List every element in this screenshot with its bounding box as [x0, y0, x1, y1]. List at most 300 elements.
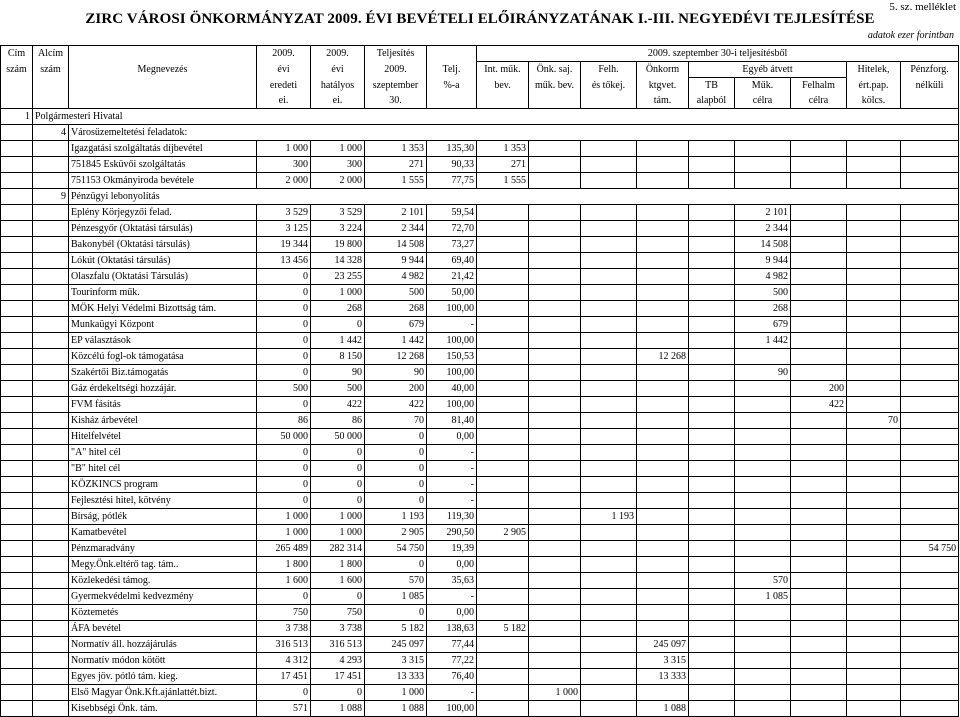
cell-value: [637, 605, 689, 621]
cell-value: [901, 381, 959, 397]
cell-value: [735, 621, 791, 637]
cell-value: [477, 349, 529, 365]
cell-value: 1 000: [311, 141, 365, 157]
cell-value: [689, 349, 735, 365]
cell-value: 0: [311, 685, 365, 701]
cell-value: [477, 573, 529, 589]
cell-value: [847, 365, 901, 381]
table-row: [1, 317, 959, 333]
table-row: [1, 701, 959, 717]
cell-value: [637, 253, 689, 269]
cell-value: [689, 429, 735, 445]
cell-value: [689, 653, 735, 669]
cell-value: [529, 477, 581, 493]
cell-value: [847, 205, 901, 221]
hatalyos-header: 2009.: [311, 46, 365, 62]
cell-value: [581, 445, 637, 461]
cell-value: 750: [311, 605, 365, 621]
cell-value: 1 000: [257, 525, 311, 541]
cell-value: 1 000: [311, 509, 365, 525]
table-row: [1, 269, 959, 285]
table-row: [1, 493, 959, 509]
table-row: [1, 541, 959, 557]
cell-value: [529, 205, 581, 221]
section-polgarmesteri: Polgármesteri Hivatal: [33, 109, 959, 125]
cell-value: 4 982: [365, 269, 427, 285]
cell-value: [847, 541, 901, 557]
cell-value: [847, 253, 901, 269]
cell-value: [847, 525, 901, 541]
cell-value: 100,00: [427, 333, 477, 349]
cell-value: [529, 365, 581, 381]
cell-value: [637, 333, 689, 349]
cell-value: 271: [477, 157, 529, 173]
cell-value: 282 314: [311, 541, 365, 557]
cell-value: [529, 493, 581, 509]
cell-value: [581, 221, 637, 237]
cell-value: [581, 141, 637, 157]
egyeb-header: Egyéb átvett: [689, 62, 847, 78]
cell-value: [901, 173, 959, 189]
cell-value: [735, 493, 791, 509]
cell-value: [689, 381, 735, 397]
cell-value: [791, 525, 847, 541]
cell-value: 100,00: [427, 365, 477, 381]
cell-value: [477, 461, 529, 477]
table-row: [1, 333, 959, 349]
cell-value: 2 905: [365, 525, 427, 541]
cell-value: [477, 685, 529, 701]
cell-value: 0: [257, 477, 311, 493]
cell-value: 135,30: [427, 141, 477, 157]
cell-value: [689, 205, 735, 221]
cim-header: Cím: [1, 46, 33, 62]
cell-value: [791, 589, 847, 605]
table-row: [1, 381, 959, 397]
row-name: Kisebbségi Önk. tám.: [69, 701, 257, 717]
cell-value: 271: [365, 157, 427, 173]
cell-value: 150,53: [427, 349, 477, 365]
cell-value: 100,00: [427, 397, 477, 413]
cell-value: [529, 237, 581, 253]
cell-value: [477, 317, 529, 333]
cell-value: 17 451: [257, 669, 311, 685]
cell-value: [477, 669, 529, 685]
cell-value: [689, 509, 735, 525]
cell-value: [689, 541, 735, 557]
cell-value: 0: [311, 477, 365, 493]
row-name: 751845 Esküvői szolgáltatás: [69, 157, 257, 173]
cell-value: [791, 477, 847, 493]
cell-value: 2 000: [257, 173, 311, 189]
cell-value: [901, 653, 959, 669]
section-varosuzem: Városüzemeltetési feladatok:: [69, 125, 959, 141]
cell-value: [477, 221, 529, 237]
cell-value: 265 489: [257, 541, 311, 557]
cell-value: 2 000: [311, 173, 365, 189]
cell-value: [529, 605, 581, 621]
cell-value: 14 328: [311, 253, 365, 269]
cell-value: 50,00: [427, 285, 477, 301]
cell-value: [529, 445, 581, 461]
cell-value: 0,00: [427, 429, 477, 445]
cell-value: [529, 285, 581, 301]
row-name: Igazgatási szolgáltatás díjbevétel: [69, 141, 257, 157]
cell-value: 50 000: [257, 429, 311, 445]
cell-value: [637, 285, 689, 301]
cell-value: 100,00: [427, 701, 477, 717]
cell-value: [637, 413, 689, 429]
cell-value: [581, 605, 637, 621]
cell-value: [689, 269, 735, 285]
cell-value: [791, 269, 847, 285]
row-name: Normatív módon kötött: [69, 653, 257, 669]
cell-value: [791, 541, 847, 557]
cell-value: [477, 301, 529, 317]
cell-value: [901, 253, 959, 269]
cell-value: [689, 701, 735, 717]
cell-value: [581, 157, 637, 173]
cell-value: [477, 365, 529, 381]
cell-value: 90: [365, 365, 427, 381]
cell-value: [477, 429, 529, 445]
cell-value: [847, 509, 901, 525]
cell-value: [791, 605, 847, 621]
cell-value: [637, 365, 689, 381]
cell-value: 23 255: [311, 269, 365, 285]
cell-value: [689, 605, 735, 621]
cell-value: 0: [311, 589, 365, 605]
cell-value: 0: [365, 461, 427, 477]
cell-value: [847, 653, 901, 669]
alcim-number: 4: [33, 125, 69, 141]
cell-value: [791, 461, 847, 477]
cell-value: 9 944: [735, 253, 791, 269]
cell-value: -: [427, 445, 477, 461]
cell-value: [901, 301, 959, 317]
cell-value: 9 944: [365, 253, 427, 269]
table-row: [1, 621, 959, 637]
cell-value: 1 000: [365, 685, 427, 701]
cell-value: [581, 669, 637, 685]
cell-value: 3 529: [311, 205, 365, 221]
cell-value: 422: [311, 397, 365, 413]
cell-value: [581, 317, 637, 333]
cell-value: [791, 205, 847, 221]
cell-value: [901, 333, 959, 349]
table-row: [1, 573, 959, 589]
cell-value: [529, 333, 581, 349]
cell-value: 679: [735, 317, 791, 333]
cell-value: [689, 685, 735, 701]
cell-value: [791, 221, 847, 237]
teljesites-header: Teljesítés: [365, 46, 427, 62]
cell-value: [901, 205, 959, 221]
cell-value: 4 293: [311, 653, 365, 669]
cell-value: [791, 573, 847, 589]
cell-value: [735, 397, 791, 413]
cell-value: [735, 701, 791, 717]
cell-value: [847, 685, 901, 701]
cell-value: 0,00: [427, 605, 477, 621]
cell-value: [529, 301, 581, 317]
table-row: [1, 349, 959, 365]
budget-table: Cím Alcím 2009. 2009. Teljesítés 2009. szeptember 30-i teljesítésből szám szám Megnevezés évi évi 2009. Telj. Int. műk. Önk. saj. Felh. Önkorm Egyéb átvett Hitelek, Pénzforg. eredeti hatályos szeptember %-a bev. műk. bev. és tőkej. ktgvet. TB Műk. Felhalm ért.pap. nélküli ei. ei. 30. tám. alapból célra célra kölcs. 1 Polgármesteri Hivatal 4 Városüzemeltetési feladatok: Igazgatási szolgáltatás díjbevétel 1 000 1 000 1 353 135,30 1 353 751845 Esküvői szolgáltatás 300 300 271 90,33 271 751153 Okmányiroda bevétele 2 000 2 000 1 555 77,75 1 555 9 Pénzügyi lebonyolítás Eplény Körjegyzői felad. 3 529 3 529 2 101 59,54 2 101 Pénzesgyőr (Oktatási társulás) 3 125 3 224 2 344 72,70 2 344 Bakonybél (Oktatási társulás) 19 344 19 800 14 508 73,27 14 508 Lókút (Oktatási társulás) 13 456 14 328 9 944 69,40 9 944 Olaszfalu (Oktatási Társulás) 0 23 255 4 982 21,42 4 982 Tourinform műk. 0 1 000 500 50,00 500 MÖK Helyi Védelmi Bizottság tám. 0 268 268 100,00 268 Munkaügyi Központ 0 0 679 - 679 EP választások 0 1 442 1 442 100,00 1 442 Közcélú fogl-ok támogatása 0 8 150 12 268 150,53 12 268 Szakértői Biz.támogatás 0 90 90 100,00 90 Gáz érdekeltségi hozzájár. 500 500 200 40,00 200 FVM fásítás 0 422 422 100,00 422 Kisház árbevétel 86 86 70 81,40 70 Hitelfelvétel 50 000 50 000 0 0,00 "A" hitel cél 0 0 0 - "B" hitel cél 0 0 0 - KÖZKINCS program 0 0 0 - Fejlesztési hitel, kötvény 0 0 0 - Bírság, pótlék 1 000 1 000 1 193 119,30 1 193 Kamatbevétel 1 000 1 000 2 905 290,50 2 905 Pénzmaradvány 265 489 282 314 54 750 19,39 54 750 Megy.Önk.eltérő tag. tám.. 1 800 1 800 0 0,00 Közlekedési támog. 1 600 1 600 570 35,63 570 Gyermekvédelmi kedvezmény 0 0 1 085 - 1 085 Köztemetés 750 750 0 0,00 ÁFA bevétel 3 738 3 738 5 182 138,63 5 182 Normatív áll. hozzájárulás 316 513 316 513 245 097 77,44 245 097 Normatív módon kötött 4 312 4 293 3 315 77,22 3 315 Egyes jöv. pótló tám. kieg. 17 451 17 451 13 333 76,40 13 333 Első Magyar Önk.Kft.ajánlattét.bizt. 0 0 1 000 - 1 000 Kisebbségi Önk. tám. 571 1 088 1 088 100,00 1 088: [0, 45, 959, 717]
cell-value: [689, 525, 735, 541]
currency-note: adatok ezer forintban: [867, 30, 954, 41]
row-name: Gáz érdekeltségi hozzájár.: [69, 381, 257, 397]
cell-value: [735, 413, 791, 429]
cell-value: [581, 237, 637, 253]
cell-value: [637, 573, 689, 589]
cell-value: [637, 397, 689, 413]
table-row: [1, 253, 959, 269]
cell-value: 1 085: [735, 589, 791, 605]
cell-value: [689, 317, 735, 333]
cell-value: [581, 365, 637, 381]
table-row: [1, 461, 959, 477]
cell-value: [637, 541, 689, 557]
table-row: [1, 301, 959, 317]
cell-value: [637, 429, 689, 445]
cell-value: [689, 477, 735, 493]
cell-value: 500: [365, 285, 427, 301]
cell-value: [637, 269, 689, 285]
cell-value: 3 529: [257, 205, 311, 221]
cell-value: [581, 541, 637, 557]
cell-value: [847, 285, 901, 301]
cell-value: 570: [735, 573, 791, 589]
cell-value: [735, 349, 791, 365]
cell-value: [529, 621, 581, 637]
cell-value: 1 088: [365, 701, 427, 717]
cell-value: 0: [257, 349, 311, 365]
cell-value: 1 085: [365, 589, 427, 605]
cell-value: [847, 637, 901, 653]
cell-value: [791, 685, 847, 701]
cell-value: [529, 173, 581, 189]
row-name: ÁFA bevétel: [69, 621, 257, 637]
cell-value: [689, 253, 735, 269]
cell-value: [477, 701, 529, 717]
table-row: [1, 221, 959, 237]
row-name: KÖZKINCS program: [69, 477, 257, 493]
cell-value: [477, 285, 529, 301]
cell-value: [735, 445, 791, 461]
cell-value: 70: [847, 413, 901, 429]
row-name: Hitelfelvétel: [69, 429, 257, 445]
cell-value: [477, 589, 529, 605]
table-row: [1, 685, 959, 701]
cell-value: 3 738: [311, 621, 365, 637]
cell-value: 138,63: [427, 621, 477, 637]
cell-value: [581, 205, 637, 221]
cell-value: [529, 701, 581, 717]
cell-value: [529, 637, 581, 653]
cell-value: 500: [735, 285, 791, 301]
cell-value: [847, 317, 901, 333]
cell-value: 54 750: [365, 541, 427, 557]
cell-value: 76,40: [427, 669, 477, 685]
cell-value: [847, 669, 901, 685]
cell-value: [637, 173, 689, 189]
cell-value: 77,22: [427, 653, 477, 669]
cell-value: [529, 429, 581, 445]
cell-value: -: [427, 461, 477, 477]
cell-value: [735, 525, 791, 541]
cell-value: [901, 317, 959, 333]
cell-value: [637, 237, 689, 253]
cell-value: [637, 621, 689, 637]
table-row: [1, 285, 959, 301]
cell-value: [791, 253, 847, 269]
cell-value: [689, 621, 735, 637]
cell-value: [791, 365, 847, 381]
cell-value: 500: [311, 381, 365, 397]
cell-value: [791, 237, 847, 253]
table-row: [1, 397, 959, 413]
cell-value: [791, 333, 847, 349]
cell-value: 13 333: [637, 669, 689, 685]
cell-value: 0: [257, 365, 311, 381]
cell-value: [477, 413, 529, 429]
cell-value: [847, 301, 901, 317]
cell-value: [735, 173, 791, 189]
cell-value: [901, 669, 959, 685]
cell-value: [529, 141, 581, 157]
cell-value: 3 738: [257, 621, 311, 637]
cell-value: -: [427, 685, 477, 701]
cell-value: 290,50: [427, 525, 477, 541]
cell-value: 8 150: [311, 349, 365, 365]
row-name: EP választások: [69, 333, 257, 349]
cell-value: 1 800: [257, 557, 311, 573]
cell-value: 69,40: [427, 253, 477, 269]
cell-value: 4 312: [257, 653, 311, 669]
cell-value: 268: [365, 301, 427, 317]
row-name: Kamatbevétel: [69, 525, 257, 541]
cell-value: [689, 301, 735, 317]
cell-value: 0: [257, 493, 311, 509]
cell-value: [637, 685, 689, 701]
cell-value: [581, 701, 637, 717]
cell-value: [689, 461, 735, 477]
cell-value: [529, 269, 581, 285]
row-name: "B" hitel cél: [69, 461, 257, 477]
cell-value: [689, 637, 735, 653]
cell-value: 1 442: [735, 333, 791, 349]
cell-value: [791, 557, 847, 573]
cell-value: 1 600: [311, 573, 365, 589]
cell-value: 35,63: [427, 573, 477, 589]
cell-value: [689, 557, 735, 573]
row-name: Pénzmaradvány: [69, 541, 257, 557]
cell-value: [529, 253, 581, 269]
cell-value: [791, 509, 847, 525]
cell-value: [847, 237, 901, 253]
row-name: "A" hitel cél: [69, 445, 257, 461]
cell-value: [581, 253, 637, 269]
cell-value: 1 555: [365, 173, 427, 189]
table-row: [1, 557, 959, 573]
cell-value: 13 456: [257, 253, 311, 269]
cell-value: 0: [257, 445, 311, 461]
cell-value: 0: [257, 685, 311, 701]
cell-value: [901, 365, 959, 381]
table-row: [1, 365, 959, 381]
cell-value: [529, 221, 581, 237]
table-row: [1, 669, 959, 685]
cell-value: [791, 637, 847, 653]
table-row: [1, 509, 959, 525]
cell-value: 3 125: [257, 221, 311, 237]
cell-value: [847, 589, 901, 605]
cell-value: [529, 349, 581, 365]
cell-value: [791, 445, 847, 461]
cell-value: 0: [365, 445, 427, 461]
cell-value: 268: [735, 301, 791, 317]
cell-value: 90: [735, 365, 791, 381]
cell-value: [581, 269, 637, 285]
cell-value: 300: [257, 157, 311, 173]
page-title: ZIRC VÁROSI ÖNKORMÁNYZAT 2009. ÉVI BEVÉTELI ELŐIRÁNYZATÁNAK I.-III. NEGYEDÉVI TEJLESÍTÉSE: [85, 11, 875, 27]
row-name: Első Magyar Önk.Kft.ajánlattét.bizt.: [69, 685, 257, 701]
cell-value: [735, 653, 791, 669]
cell-value: [901, 685, 959, 701]
cell-value: [581, 381, 637, 397]
table-row: [1, 637, 959, 653]
cell-value: [581, 573, 637, 589]
cell-value: 3 315: [637, 653, 689, 669]
annex-label: 5. sz. melléklet: [889, 1, 956, 13]
cell-value: [477, 445, 529, 461]
row-name: Normatív áll. hozzájárulás: [69, 637, 257, 653]
cell-value: [689, 221, 735, 237]
cell-value: 19 800: [311, 237, 365, 253]
alcim-number: 9: [33, 189, 69, 205]
cell-value: [791, 429, 847, 445]
cell-value: 0,00: [427, 557, 477, 573]
cell-value: 0: [257, 317, 311, 333]
cell-value: [901, 429, 959, 445]
cell-value: [637, 525, 689, 541]
cell-value: [637, 221, 689, 237]
cell-value: 21,42: [427, 269, 477, 285]
cell-value: [791, 173, 847, 189]
cell-value: [847, 477, 901, 493]
cell-value: 13 333: [365, 669, 427, 685]
cell-value: 571: [257, 701, 311, 717]
cell-value: [901, 589, 959, 605]
cell-value: 0: [365, 429, 427, 445]
cell-value: [901, 525, 959, 541]
cell-value: [529, 653, 581, 669]
cell-value: [637, 381, 689, 397]
cell-value: 0: [311, 493, 365, 509]
cell-value: [847, 397, 901, 413]
cell-value: 1 600: [257, 573, 311, 589]
cell-value: 12 268: [365, 349, 427, 365]
cell-value: [735, 157, 791, 173]
cell-value: [581, 285, 637, 301]
cell-value: 119,30: [427, 509, 477, 525]
cell-value: 0: [365, 605, 427, 621]
cell-value: [847, 157, 901, 173]
cell-value: [901, 477, 959, 493]
cell-value: 1 193: [365, 509, 427, 525]
cell-value: [901, 637, 959, 653]
cim-number: 1: [1, 109, 33, 125]
